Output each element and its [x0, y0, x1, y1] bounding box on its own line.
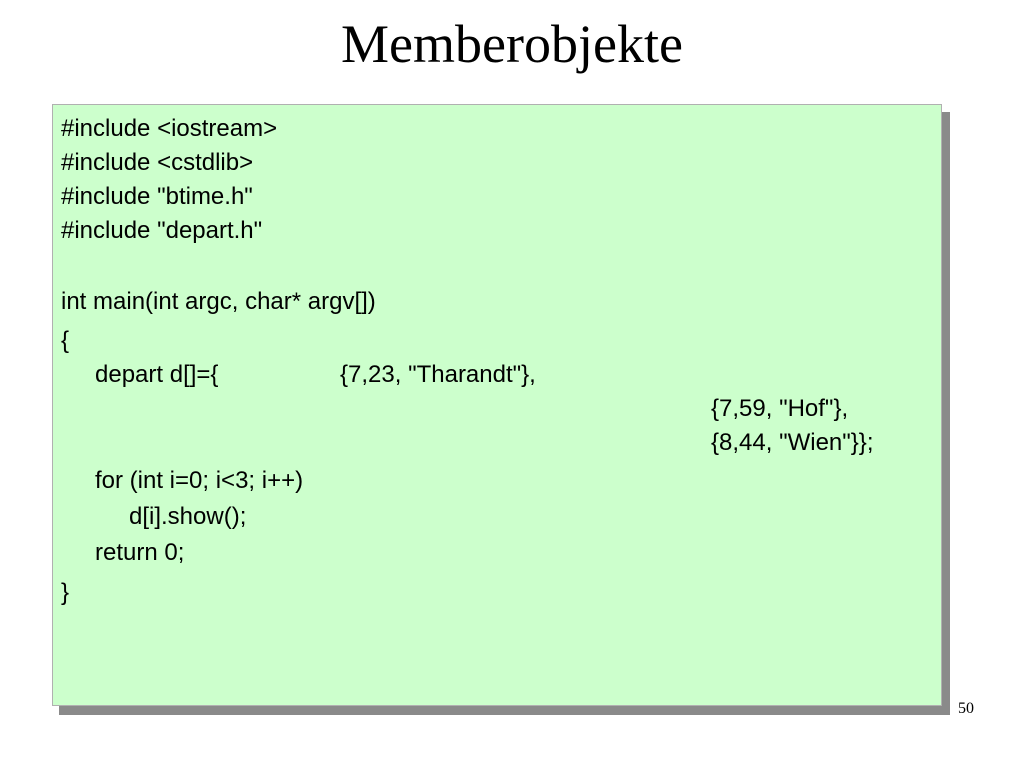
code-line-close-brace: } [61, 579, 70, 606]
code-line-include-iostream: #include <iostream> [61, 115, 278, 142]
slide-title: Memberobjekte [341, 14, 683, 74]
code-line-entry-tharandt: {7,23, "Tharandt"}, [340, 361, 536, 388]
code-line-depart-decl: depart d[]={ [95, 361, 219, 388]
code-line-main-signature: int main(int argc, char* argv[]) [61, 288, 376, 315]
code-line-include-depart: #include "depart.h" [61, 217, 263, 244]
code-line-for-loop: for (int i=0; i<3; i++) [95, 467, 304, 494]
code-line-return: return 0; [95, 539, 185, 566]
code-box [52, 104, 942, 706]
page-number: 50 [958, 700, 974, 717]
code-line-open-brace: { [61, 327, 70, 354]
code-line-entry-hof: {7,59, "Hof"}, [711, 395, 849, 422]
code-line-include-cstdlib: #include <cstdlib> [61, 149, 254, 176]
code-line-entry-wien: {8,44, "Wien"}}; [711, 429, 874, 456]
code-line-include-btime: #include "btime.h" [61, 183, 253, 210]
code-line-show-call: d[i].show(); [129, 503, 247, 530]
